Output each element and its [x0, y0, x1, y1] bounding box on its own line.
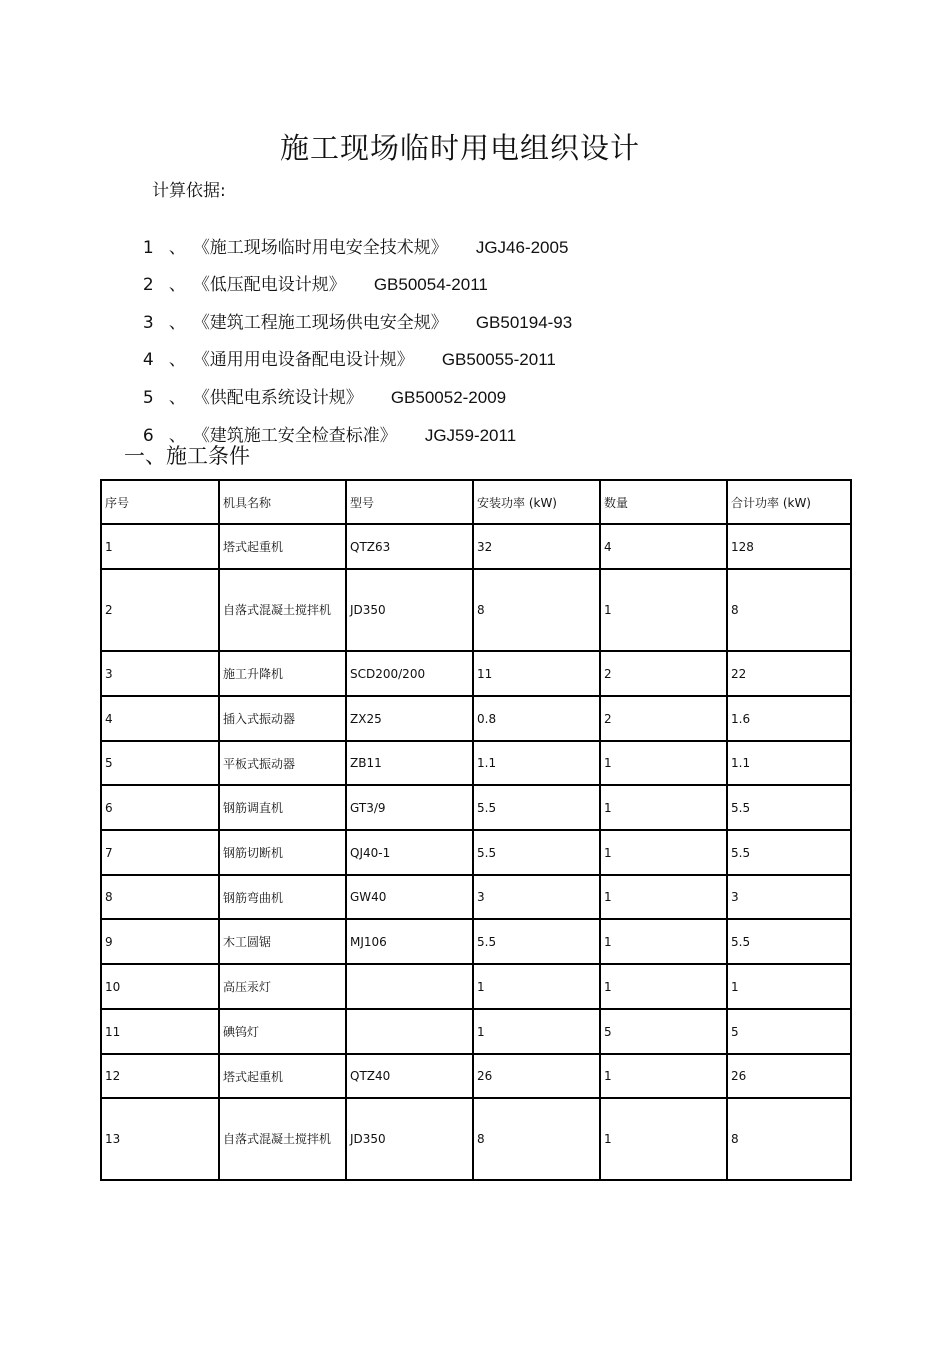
- table-cell: 5: [727, 1009, 851, 1054]
- reference-code: GB50052-2009: [390, 388, 507, 407]
- table-cell: 塔式起重机: [219, 1054, 346, 1098]
- reference-code: GB50054-2011: [373, 275, 488, 294]
- table-cell: 钢筋调直机: [219, 785, 346, 830]
- table-row: [101, 875, 851, 919]
- header-cell: 型号: [346, 480, 473, 524]
- table-cell: 1: [727, 964, 851, 1009]
- table-cell: 6: [101, 785, 219, 830]
- table-cell: 1.1: [473, 741, 600, 785]
- reference-name: 《低压配电设计规》: [192, 275, 346, 295]
- table-cell: 13: [101, 1098, 219, 1180]
- table-cell: 木工圆锯: [219, 919, 346, 964]
- table-cell: 12: [101, 1054, 219, 1098]
- table-cell: 4: [600, 524, 727, 569]
- table-row: [101, 1054, 851, 1098]
- table-cell: 塔式起重机: [219, 524, 346, 569]
- table-cell: JD350: [346, 569, 473, 651]
- table-cell: JD350: [346, 1098, 473, 1180]
- table-cell: ZX25: [346, 696, 473, 741]
- table-cell: 1: [600, 919, 727, 964]
- header-cell: 安装功率 (kW): [473, 480, 600, 524]
- table-cell: 自落式混凝土搅拌机: [219, 569, 346, 651]
- table-cell: 1: [600, 830, 727, 875]
- table-cell: 8: [101, 875, 219, 919]
- reference-separator: 、: [168, 313, 186, 333]
- reference-separator: 、: [168, 388, 186, 408]
- reference-name: 《施工现场临时用电安全技术规》: [192, 238, 448, 258]
- table-cell: 1: [600, 1098, 727, 1180]
- table-cell: 1: [600, 785, 727, 830]
- table-row: [101, 569, 851, 651]
- table-cell: 5: [101, 741, 219, 785]
- table-cell: 2: [101, 569, 219, 651]
- reference-number: 6: [142, 426, 154, 446]
- table-cell: 2: [600, 651, 727, 696]
- table-cell: 3: [101, 651, 219, 696]
- reference-code: JGJ59-2011: [424, 426, 517, 445]
- table-cell: 插入式振动器: [219, 696, 346, 741]
- table-cell: 碘钨灯: [219, 1009, 346, 1054]
- table-row: [101, 696, 851, 741]
- table-cell: 32: [473, 524, 600, 569]
- reference-number: 3: [142, 313, 154, 333]
- table-cell: 8: [727, 569, 851, 651]
- table-cell: 钢筋切断机: [219, 830, 346, 875]
- reference-number: 2: [142, 275, 154, 295]
- table-cell: 26: [727, 1054, 851, 1098]
- table-cell: [346, 964, 473, 1009]
- table-cell: 1: [600, 1054, 727, 1098]
- reference-number: 5: [142, 388, 154, 408]
- table-cell: 22: [727, 651, 851, 696]
- table-cell: QTZ63: [346, 524, 473, 569]
- table-cell: 1: [600, 964, 727, 1009]
- reference-number: 1: [142, 238, 154, 258]
- section-heading: 一、施工条件: [124, 444, 250, 468]
- table-cell: 1: [600, 569, 727, 651]
- table-cell: 8: [473, 1098, 600, 1180]
- table-cell: 5.5: [727, 919, 851, 964]
- header-cell: 数量: [600, 480, 727, 524]
- reference-name: 《建筑施工安全检查标准》: [192, 426, 397, 446]
- reference-code: JGJ46-2005: [475, 238, 569, 257]
- table-cell: 3: [473, 875, 600, 919]
- table-row: [101, 919, 851, 964]
- table-cell: 128: [727, 524, 851, 569]
- basis-label: 计算依据:: [152, 181, 226, 201]
- table-row: [101, 651, 851, 696]
- table-cell: QJ40-1: [346, 830, 473, 875]
- reference-name: 《通用用电设备配电设计规》: [192, 350, 414, 370]
- reference-separator: 、: [168, 350, 186, 370]
- reference-code: GB50055-2011: [441, 350, 556, 369]
- table-cell: [346, 1009, 473, 1054]
- table-cell: ZB11: [346, 741, 473, 785]
- table-cell: 8: [727, 1098, 851, 1180]
- table-cell: GW40: [346, 875, 473, 919]
- table-row: [101, 1009, 851, 1054]
- table-row: [101, 741, 851, 785]
- table-row: [101, 524, 851, 569]
- equipment-table: [100, 479, 852, 1181]
- reference-code: GB50194-93: [475, 313, 573, 332]
- table-cell: 1: [600, 741, 727, 785]
- table-header-row: [101, 480, 851, 524]
- table-cell: 5.5: [473, 919, 600, 964]
- table-cell: 11: [101, 1009, 219, 1054]
- table-cell: SCD200/200: [346, 651, 473, 696]
- table-cell: 1: [101, 524, 219, 569]
- table-cell: 施工升降机: [219, 651, 346, 696]
- table-cell: 9: [101, 919, 219, 964]
- reference-name: 《建筑工程施工现场供电安全规》: [192, 313, 448, 333]
- table-cell: 自落式混凝土搅拌机: [219, 1098, 346, 1180]
- table-cell: 5.5: [473, 830, 600, 875]
- table-cell: 10: [101, 964, 219, 1009]
- reference-separator: 、: [168, 426, 186, 446]
- table-row: [101, 830, 851, 875]
- header-cell: 序号: [101, 480, 219, 524]
- document-title: 施工现场临时用电组织设计: [279, 131, 640, 165]
- table-cell: 26: [473, 1054, 600, 1098]
- table-cell: 11: [473, 651, 600, 696]
- table-cell: 5: [600, 1009, 727, 1054]
- table-cell: 1: [473, 1009, 600, 1054]
- table-cell: 1: [600, 875, 727, 919]
- table-cell: 5.5: [727, 830, 851, 875]
- table-cell: MJ106: [346, 919, 473, 964]
- reference-name: 《供配电系统设计规》: [192, 388, 363, 408]
- table-cell: 2: [600, 696, 727, 741]
- reference-number: 4: [142, 350, 154, 370]
- table-cell: 钢筋弯曲机: [219, 875, 346, 919]
- table-cell: 平板式振动器: [219, 741, 346, 785]
- table-row: [101, 785, 851, 830]
- table-cell: QTZ40: [346, 1054, 473, 1098]
- reference-separator: 、: [168, 238, 186, 258]
- table-cell: GT3/9: [346, 785, 473, 830]
- table-cell: 1.1: [727, 741, 851, 785]
- table-cell: 5.5: [727, 785, 851, 830]
- table-cell: 高压汞灯: [219, 964, 346, 1009]
- table-row: [101, 1098, 851, 1180]
- header-cell: 合计功率 (kW): [727, 480, 851, 524]
- table-row: [101, 964, 851, 1009]
- table-cell: 1.6: [727, 696, 851, 741]
- table-cell: 1: [473, 964, 600, 1009]
- table-cell: 3: [727, 875, 851, 919]
- table-cell: 5.5: [473, 785, 600, 830]
- table-cell: 4: [101, 696, 219, 741]
- table-cell: 0.8: [473, 696, 600, 741]
- table-cell: 8: [473, 569, 600, 651]
- reference-separator: 、: [168, 275, 186, 295]
- header-cell: 机具名称: [219, 480, 346, 524]
- table-cell: 7: [101, 830, 219, 875]
